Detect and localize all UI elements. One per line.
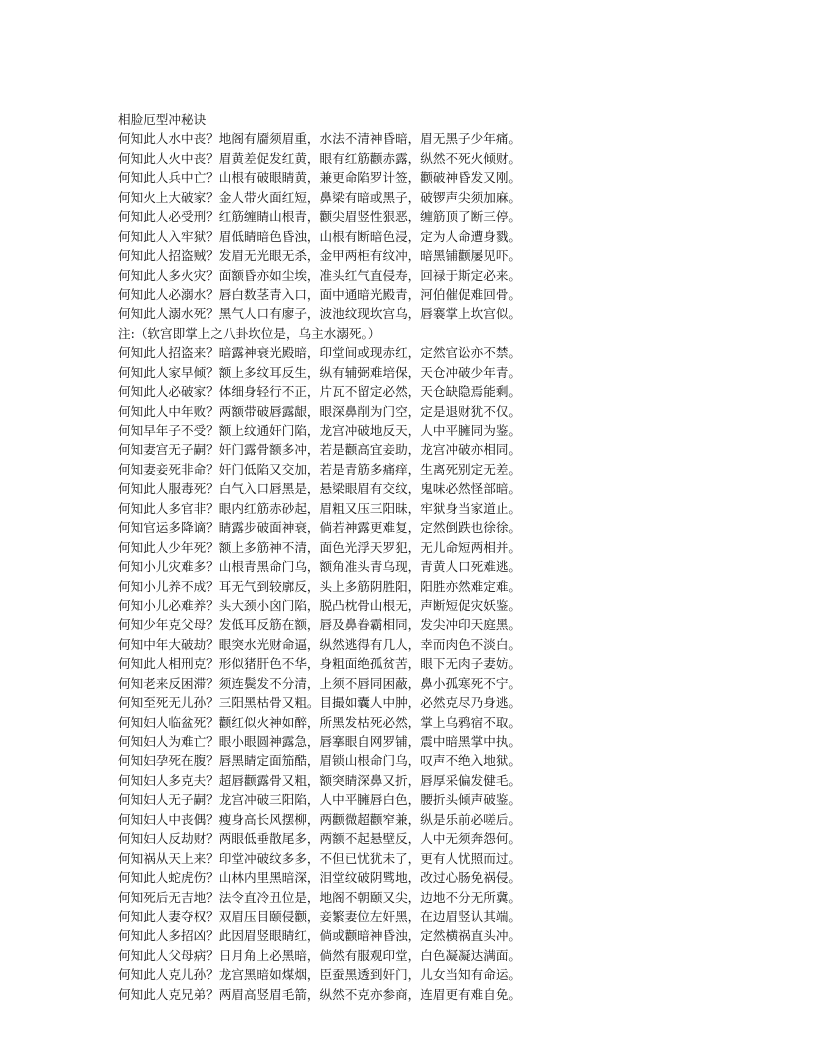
verse-line: 何知此人兵中亡？山根有破眼睛黄，兼更命陷罗计签，颧破神昏发又刚。 [118, 170, 521, 186]
verse-line: 何知此人招盗贼？发眉无光眼无杀，金甲两柜有纹冲，暗黑铺颧屡见吓。 [118, 248, 521, 264]
verse-line: 何知死后无吉地？法令直冷丑位是，地阁不朝颐又尖，边地不分无所冀。 [118, 889, 521, 905]
verse-line: 何知妇人多克夫？超唇颧露骨又粗，额突睛深鼻又折，唇厚采偏发健毛。 [118, 772, 521, 788]
verse-line: 何知此人克儿孙？龙宫黑暗如煤烟，臣蚕黑透到奸门，儿女当知有命运。 [118, 967, 521, 983]
verse-line: 何知此人父母病？日月角上必黑暗，倘然有服观印堂，白色凝凝达满面。 [118, 947, 521, 963]
verse-line: 何知老来反困滞？须连鬓发不分清，上须不唇同困蔽，鼻小孤寒死不宁。 [118, 675, 521, 691]
verse-line: 何知小儿必难养？头大颈小囟门陷，脱凸枕骨山根无，声断短促灾妖鉴。 [118, 597, 521, 613]
verse-line: 何知此人必溺水？唇白数茎青入口，面中通暗光殿青，河伯催促难回骨。 [118, 286, 521, 302]
verse-line: 何知妇孕死在腹？唇黑睛定面笳酷，眉锁山根命门乌，叹声不绝入地狱。 [118, 753, 521, 769]
verse-list [118, 129, 698, 1004]
verse-line: 何知妇人中丧偶？瘦身高长风摆柳，两颧微超颧窄兼，纵是乐前必嗟后。 [118, 811, 521, 827]
verse-line: 何知妇人无子嗣？龙宫冲破三阳陷，人中平臃唇白色，腰折头倾声破鉴。 [118, 792, 521, 808]
document-title: 相脸厄型冲秘诀 [118, 112, 207, 127]
verse-line: 何知早年子不受？额上纹通奸门陷，龙宫冲破地反天，人中平臃同为鉴。 [118, 423, 521, 438]
verse-line: 何知此人服毒死？白气入口唇黑是，悬梁眼眉有交纹，鬼味必然怪部暗。 [118, 481, 521, 497]
verse-line: 何知此人相刑克？形似猪肝色不华，身粗面绝孤贫苦，眼下无肉子妻妨。 [118, 656, 521, 672]
verse-line: 何知此人家早倾？额上多纹耳反生，纵有辅弼难培保，天仓冲破少年青。 [118, 364, 521, 380]
verse-line: 何知妻宫无子嗣？奸门露骨额多冲，若是颧高宜妾助，龙宫冲破亦相同。 [118, 442, 521, 458]
verse-line: 注:（软宫即掌上之八卦坎位是，乌主水溺死。） [118, 325, 381, 341]
verse-line: 何知官运多降谪？睛露步破面神衰，倘若神露更难复，定然倒跌也徐徐。 [118, 520, 521, 536]
verse-line: 何知此人多官非？眼内红筋赤砂起，眉粗又压三阳昧，牢狱身当家道止。 [118, 500, 521, 516]
verse-line: 何知中年大破劫？眼突水光财命逼，纵然逃得有几人，幸而肉色不淡白。 [118, 636, 521, 652]
verse-line: 何知此人克兄弟？两眉高竖眉毛箭，纵然不克亦参商，连眉更有难自免。 [118, 986, 521, 1002]
verse-line: 何知祸从天上来？印堂冲破纹多多，不但已忧犹未了，更有人忧照而过。 [118, 850, 521, 866]
verse-line: 何知小儿灾难多？山根青黑命门乌，额角准头青乌现，青黄人口死难逃。 [118, 559, 521, 575]
verse-line: 何知此人多火灾？面额昏亦如尘埃，准头红气直侵寿，回禄于斯定必来。 [118, 267, 521, 283]
document-page [118, 110, 698, 1004]
verse-line: 何知小儿养不成？耳无气到较廓反，头上多筋阴胜阳，阳胜亦然难定难。 [118, 578, 521, 594]
verse-line: 何知此人多招凶？此因眉竖眼睛红，倘或颧暗神昏浊，定然横祸直头冲。 [118, 928, 521, 944]
verse-line: 何知妇人临盆死？颧红似火神如醉，所黑发枯死必然，掌上乌鸦宿不取。 [118, 714, 521, 730]
verse-line: 何知此人蛇虎伤？山林内里黑暗深，泪堂纹破阴骘地，改过心肠免祸侵。 [118, 870, 521, 886]
verse-line: 何知此人水中丧？地阁有靥须眉重，水法不清神昏暗，眉无黑子少年痛。 [118, 131, 521, 147]
verse-line: 何知火上大破家？金人带火面红短，鼻梁有暗或黑子，破锣声尖须加麻。 [118, 189, 521, 205]
verse-line: 何知妇人反劫财？两眼低垂散尾多，两额不起悬壁反，人中无须奔怨何。 [118, 831, 521, 847]
verse-line: 何知此人溺水死？黑气人口有廖子，波池纹现坎宫乌，唇褰掌上坎宫似。 [118, 306, 521, 322]
verse-line: 何知此人招盗来？暗露神衰光殿暗，印堂间或现赤红，定然官讼亦不禁。 [118, 345, 521, 361]
verse-line: 何知此人必破家？体细身轻行不正，片瓦不留定必然，天仓缺隐焉能剩。 [118, 384, 521, 400]
verse-line: 何知妻妾死非命？奸门低陷又交加，若是青筋多痛痒，生离死别定无差。 [118, 461, 521, 477]
verse-line: 何知此人火中丧？眉黄差促发红黄，眼有红筋颧赤露，纵然不死火倾财。 [118, 150, 521, 166]
verse-line: 何知至死无儿孙？三阳黑枯骨又粗。目撮如囊人中肿，必然克尽乃身逃。 [118, 695, 521, 711]
verse-line: 何知此人妻夺权？双眉压目颐侵颧，妾繁妻位左奸黑，在边眉竖认其端。 [118, 908, 521, 924]
verse-line: 何知少年克父母？发低耳反筋在额，唇及鼻眷霸相同，发尖冲印天庭黑。 [118, 617, 521, 633]
verse-line: 何知此人入牢狱？眉低睛暗色昏浊，山根有断暗色浸，定为人命遭身戮。 [118, 228, 521, 244]
verse-line: 何知妇人为难亡？眼小眼圆神露急，唇搴眼自网罗铺，震中暗黑掌中执。 [118, 734, 521, 749]
verse-line: 何知此人中年败？两额带破唇露龈，眼深鼻削为门空，定是退财犹不仅。 [118, 403, 521, 419]
verse-line: 何知此人必受刑？红筋缠睛山根青，颧尖眉竖性狠恶，缠筋顶了断三停。 [118, 209, 521, 225]
verse-line: 何知此人少年死？额上多筋神不清，面色光浮天罗犯，无儿命短两相并。 [118, 539, 521, 555]
